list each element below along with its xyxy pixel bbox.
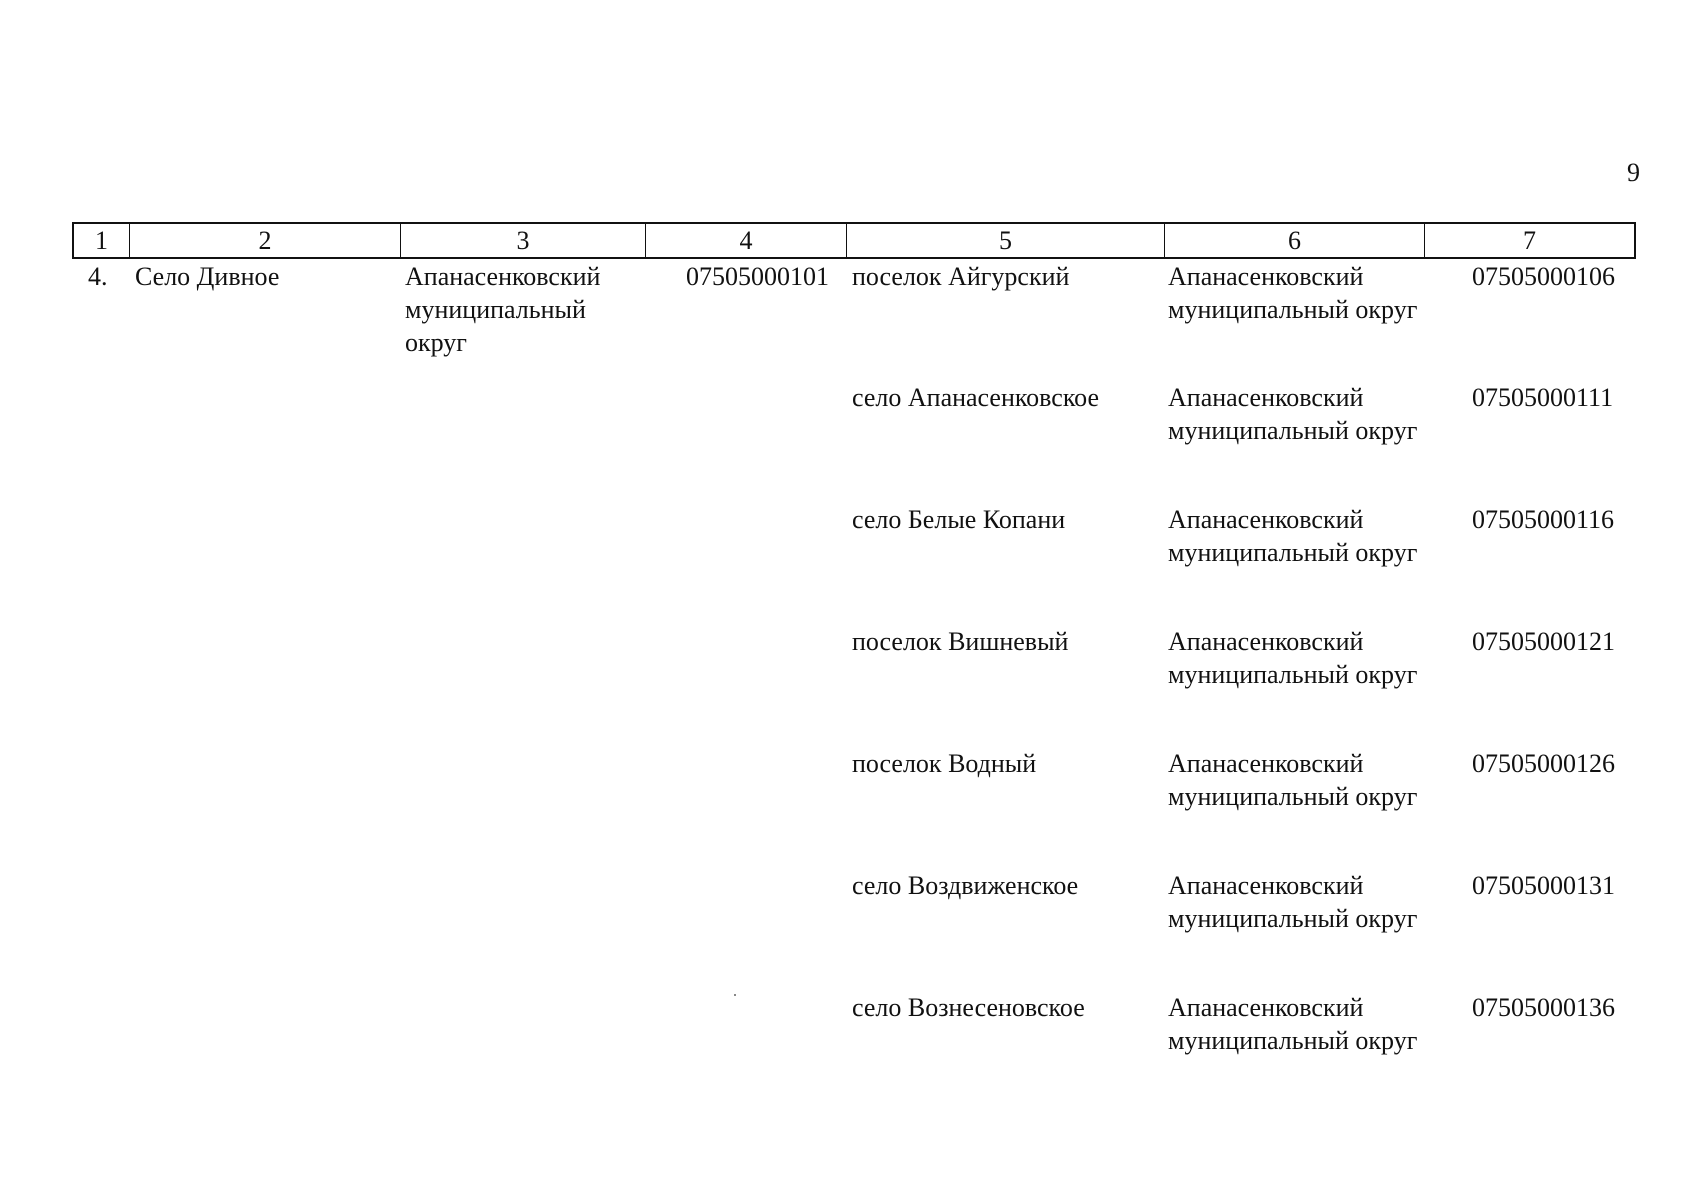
entry-number: 4. [88,262,108,291]
settlement-name: поселок Водный [852,749,1037,778]
settlement-code: 07505000111 [1472,383,1614,412]
settlement-district: Апанасенковский муниципальный округ [1168,749,1418,811]
entry-name: Село Дивное [135,262,280,291]
entry-code: 07505000101 [686,262,829,291]
entry-district: Апанасенковский муниципальный округ [405,262,601,357]
scan-speck [734,994,736,996]
settlement-name: поселок Вишневый [852,627,1069,656]
settlement-name: село Воздвиженское [852,871,1079,900]
settlement-code: 07505000136 [1472,993,1615,1022]
page-number: 9 [1627,158,1640,187]
header-cell-5: 5 [846,224,1164,257]
header-cell-2: 2 [129,224,400,257]
settlement-district: Апанасенковский муниципальный округ [1168,993,1418,1055]
settlement-district: Апанасенковский муниципальный округ [1168,871,1418,933]
settlement-code: 07505000121 [1472,627,1615,656]
settlement-code: 07505000126 [1472,749,1615,778]
header-cell-4: 4 [645,224,846,257]
settlement-district: Апанасенковский муниципальный округ [1168,383,1418,445]
header-cell-7: 7 [1424,224,1634,257]
settlement-name: село Апанасенковское [852,383,1100,412]
settlement-code: 07505000131 [1472,871,1615,900]
settlement-district: Апанасенковский муниципальный округ [1168,262,1418,324]
settlement-code: 07505000116 [1472,505,1615,534]
settlement-name: село Белые Копани [852,505,1066,534]
settlement-district: Апанасенковский муниципальный округ [1168,627,1418,689]
settlement-name: село Вознесеновское [852,993,1085,1022]
settlement-code: 07505000106 [1472,262,1615,291]
header-cell-3: 3 [400,224,645,257]
header-cell-1: 1 [95,226,108,255]
settlement-name: поселок Айгурский [852,262,1070,291]
settlement-district: Апанасенковский муниципальный округ [1168,505,1418,567]
header-cell-6: 6 [1164,224,1424,257]
table-header-row [72,222,1636,259]
